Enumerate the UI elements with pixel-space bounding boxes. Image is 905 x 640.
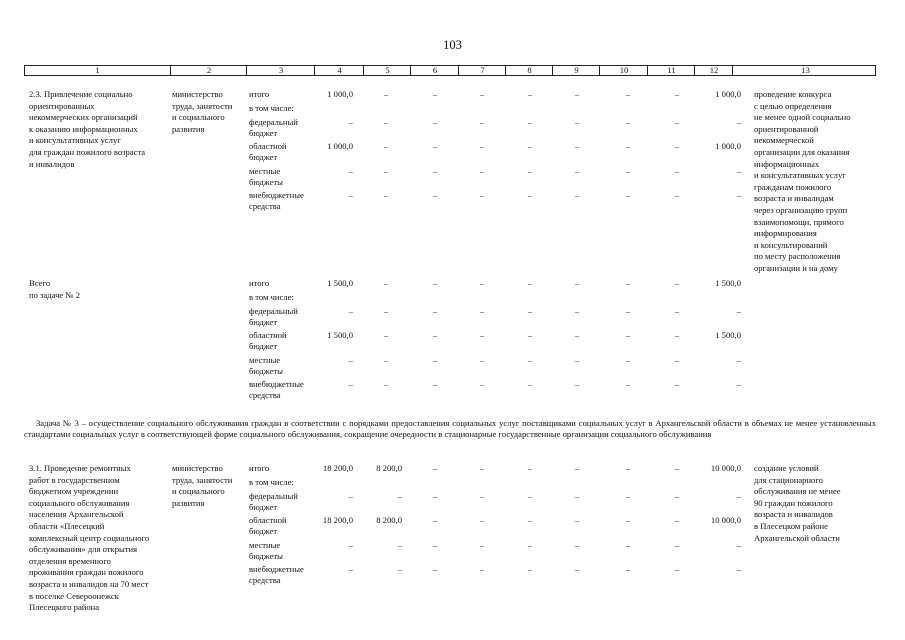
dash-c10: – — [625, 166, 631, 176]
value-col12: – — [736, 355, 741, 365]
value-col4: – — [348, 166, 353, 176]
result-line: возраста и инвалидам — [754, 193, 834, 204]
task-title-line: социального обслуживания — [29, 497, 130, 508]
result-line: обслуживания не менее — [754, 486, 841, 497]
result-line: в Плесецком районе — [754, 521, 828, 531]
value-col5: 8 200,0 — [376, 515, 402, 525]
dash-c11: – — [674, 564, 680, 574]
value-col12: – — [736, 540, 741, 550]
task-title-line: комплексный центр социального — [29, 532, 150, 543]
value-col12: 1 500,0 — [715, 278, 741, 288]
dash-col5: – — [383, 190, 389, 200]
dash-c6: – — [432, 306, 438, 316]
result-line: ориентированной — [754, 123, 819, 134]
dash-c6: – — [432, 540, 438, 550]
dash-c9: – — [574, 379, 580, 389]
value-col12: 1 000,0 — [715, 89, 741, 99]
value-col12: – — [736, 117, 741, 127]
executor-line: и социального — [172, 112, 225, 123]
funding-source: бюджет — [249, 127, 278, 138]
funding-source: бюджет — [249, 316, 278, 327]
dash-c7: – — [479, 463, 485, 473]
dash-col5: – — [383, 117, 389, 127]
result-line: 90 граждан пожилого — [754, 497, 833, 508]
funding-source: бюджеты — [249, 365, 283, 376]
value-col12: 10 000,0 — [710, 515, 741, 525]
task-title-line: проживания граждан пожилого — [29, 567, 144, 578]
funding-source: средства — [249, 389, 281, 400]
dash-c6: – — [432, 463, 438, 473]
dash-c11: – — [674, 491, 680, 501]
value-col5: 8 200,0 — [376, 463, 402, 473]
dash-c10: – — [625, 278, 631, 288]
executor-line: министерство — [172, 89, 223, 99]
funding-source: в том числе: — [249, 477, 294, 487]
header-col-8: 8 — [505, 66, 553, 75]
dash-c10: – — [625, 89, 631, 99]
dash-c8: – — [527, 190, 533, 200]
value-col4: – — [348, 540, 353, 550]
task-title-line: работ в государственном — [29, 474, 120, 485]
task-title-line: отделения временного — [29, 555, 111, 566]
dash-c6: – — [432, 141, 438, 151]
value-col12: – — [736, 564, 741, 574]
result-line: через организацию групп — [754, 205, 848, 215]
dash-c8: – — [527, 379, 533, 389]
dash-c7: – — [479, 564, 485, 574]
dash-c10: – — [625, 491, 631, 501]
header-col-13: 13 — [732, 66, 878, 75]
funding-source: итого — [249, 89, 270, 99]
funding-source: местные — [249, 166, 281, 176]
dash-c7: – — [479, 379, 485, 389]
dash-c11: – — [674, 190, 680, 200]
dash-c10: – — [625, 515, 631, 525]
dash-c6: – — [432, 564, 438, 574]
dash-col5: – — [383, 278, 389, 288]
result-line: информирования — [754, 228, 817, 239]
task-title-line: 3.1. Проведение ремонтных — [29, 463, 131, 473]
dash-c10: – — [625, 190, 631, 200]
dash-c8: – — [527, 141, 533, 151]
dash-c10: – — [625, 306, 631, 316]
value-col4: 1 500,0 — [327, 278, 353, 288]
task-title-line: по задаче № 2 — [29, 289, 81, 300]
dash-c7: – — [479, 166, 485, 176]
value-col12: – — [736, 379, 741, 389]
dash-col5: – — [383, 89, 389, 99]
header-col-4: 4 — [314, 66, 364, 75]
dash-c8: – — [527, 306, 533, 316]
value-col12: – — [736, 306, 741, 316]
dash-c9: – — [574, 515, 580, 525]
executor-line: труда, занятости — [172, 100, 233, 111]
header-col-5: 5 — [363, 66, 411, 75]
value-col5: – — [397, 540, 402, 550]
header-col-1: 1 — [95, 65, 100, 75]
dash-col5: – — [383, 355, 389, 365]
dash-c7: – — [479, 190, 485, 200]
funding-source: бюджет — [249, 340, 278, 351]
value-col5: – — [397, 491, 402, 501]
value-col4: – — [348, 355, 353, 365]
value-col12: – — [736, 190, 741, 200]
funding-source: средства — [249, 574, 281, 585]
dash-c10: – — [625, 463, 631, 473]
executor-line: развития — [172, 497, 205, 508]
funding-source: федеральный — [249, 491, 298, 501]
value-col12: – — [736, 166, 741, 176]
value-col4: – — [348, 306, 353, 316]
dash-c11: – — [674, 515, 680, 525]
value-col12: 1 500,0 — [715, 330, 741, 340]
dash-c7: – — [479, 141, 485, 151]
value-col4: 18 200,0 — [322, 463, 353, 473]
funding-source: бюджет — [249, 525, 278, 536]
dash-c8: – — [527, 463, 533, 473]
value-col12: 10 000,0 — [710, 463, 741, 473]
task-title-line: к оказанию информационных — [29, 123, 138, 134]
header-col-12: 12 — [694, 66, 733, 75]
dash-c8: – — [527, 89, 533, 99]
dash-c8: – — [527, 355, 533, 365]
dash-c11: – — [674, 166, 680, 176]
task-title-line: бюджетном учреждении — [29, 486, 119, 497]
dash-c7: – — [479, 278, 485, 288]
funding-source: итого — [249, 278, 270, 288]
dash-c11: – — [674, 306, 680, 316]
dash-col5: – — [383, 306, 389, 316]
dash-c9: – — [574, 491, 580, 501]
value-col5: – — [397, 564, 402, 574]
dash-c10: – — [625, 141, 631, 151]
result-line: гражданам пожилого — [754, 181, 832, 192]
dash-c7: – — [479, 540, 485, 550]
value-col4: 1 000,0 — [327, 89, 353, 99]
dash-c6: – — [432, 330, 438, 340]
dash-c7: – — [479, 330, 485, 340]
header-col-3: 3 — [246, 66, 315, 75]
executor-line: министерство — [172, 463, 223, 473]
dash-c8: – — [527, 564, 533, 574]
task-3-description: Задача № 3 – осуществление социального обслуживания граждан в соответствии с порядками предоставления социальных услуг поставщиками социальных услуг в Архангельской области в объемах не менее установленных стандартами социальных услуг в соответствующей форме социального обслуживания, сокращение очередности в стационарные государственные организации социального обслуживания — [24, 418, 876, 440]
dash-c6: – — [432, 89, 438, 99]
value-col12: 1 000,0 — [715, 141, 741, 151]
task-title-line: 2.3. Привлечение социально — [29, 89, 133, 99]
dash-c6: – — [432, 355, 438, 365]
funding-source: областной — [249, 330, 287, 340]
dash-c8: – — [527, 278, 533, 288]
funding-source: в том числе: — [249, 103, 294, 113]
task-title-line: и инвалидов — [29, 158, 75, 169]
result-line: и консультирований — [754, 239, 828, 250]
funding-source: бюджет — [249, 501, 278, 512]
task-title-line: для граждан пожилого возраста — [29, 147, 146, 157]
value-col4: – — [348, 117, 353, 127]
executor-line: труда, занятости — [172, 474, 233, 485]
dash-c7: – — [479, 117, 485, 127]
task-title-line: Всего — [29, 278, 51, 288]
result-line: информационных — [754, 158, 820, 169]
header-col-6: 6 — [410, 66, 459, 75]
value-col4: – — [348, 190, 353, 200]
dash-c8: – — [527, 540, 533, 550]
dash-c10: – — [625, 379, 631, 389]
funding-source: внебюджетные — [249, 379, 304, 389]
dash-c7: – — [479, 89, 485, 99]
result-line: с целью определения — [754, 100, 832, 111]
task-title-line: некоммерческих организаций — [29, 112, 138, 123]
dash-c9: – — [574, 89, 580, 99]
value-col4: 18 200,0 — [322, 515, 353, 525]
value-col4: – — [348, 564, 353, 574]
dash-c9: – — [574, 306, 580, 316]
dash-col5: – — [383, 379, 389, 389]
executor-line: развития — [172, 123, 205, 134]
dash-col5: – — [383, 166, 389, 176]
dash-c8: – — [527, 491, 533, 501]
dash-c7: – — [479, 355, 485, 365]
header-col-11: 11 — [647, 66, 695, 75]
dash-c8: – — [527, 515, 533, 525]
value-col4: – — [348, 379, 353, 389]
value-col4: – — [348, 491, 353, 501]
dash-c6: – — [432, 379, 438, 389]
dash-c11: – — [674, 330, 680, 340]
executor-line: и социального — [172, 486, 225, 497]
task-title-line: и консультативных услуг — [29, 135, 121, 146]
result-line: по месту расположения — [754, 251, 841, 262]
dash-col5: – — [383, 330, 389, 340]
dash-c8: – — [527, 117, 533, 127]
dash-c11: – — [674, 89, 680, 99]
result-line: возраста и инвалидов — [754, 509, 833, 520]
dash-c11: – — [674, 117, 680, 127]
dash-c11: – — [674, 278, 680, 288]
dash-c7: – — [479, 515, 485, 525]
result-line: организации для оказания — [754, 147, 850, 157]
funding-source: федеральный — [249, 306, 298, 316]
result-line: и консультативных услуг — [754, 170, 846, 181]
result-line: не менее одной социально — [754, 112, 851, 123]
dash-c7: – — [479, 306, 485, 316]
result-line: проведение конкурса — [754, 89, 832, 99]
dash-c9: – — [574, 141, 580, 151]
result-line: создание условий — [754, 463, 819, 473]
value-col12: – — [736, 491, 741, 501]
header-col-10: 10 — [599, 66, 648, 75]
dash-c6: – — [432, 515, 438, 525]
page-number: 103 — [443, 38, 462, 52]
dash-c11: – — [674, 463, 680, 473]
dash-c9: – — [574, 278, 580, 288]
funding-source: средства — [249, 200, 281, 211]
dash-c10: – — [625, 564, 631, 574]
task-title-line: в поселке Североонежск — [29, 590, 119, 601]
dash-c9: – — [574, 355, 580, 365]
task-title-line: области «Плесецкий — [29, 521, 105, 531]
funding-source: в том числе: — [249, 292, 294, 302]
funding-source: федеральный — [249, 117, 298, 127]
result-line: Архангельской области — [754, 532, 840, 543]
dash-c6: – — [432, 491, 438, 501]
dash-c9: – — [574, 166, 580, 176]
task-title-line: ориентированных — [29, 100, 95, 111]
task-title-line: населения Архангельской — [29, 509, 124, 520]
result-line: взаимопомощи, прямого — [754, 216, 844, 227]
dash-c9: – — [574, 540, 580, 550]
dash-c10: – — [625, 117, 631, 127]
task-title-line: возраста и инвалидов на 70 мест — [29, 579, 149, 589]
result-line: организации и на дому — [754, 263, 838, 273]
funding-source: бюджеты — [249, 550, 283, 561]
dash-c9: – — [574, 117, 580, 127]
result-line: некоммерческой — [754, 135, 814, 146]
value-col4: 1 000,0 — [327, 141, 353, 151]
dash-c6: – — [432, 117, 438, 127]
table-header — [24, 65, 876, 76]
dash-col5: – — [383, 141, 389, 151]
funding-source: бюджеты — [249, 176, 283, 187]
funding-source: внебюджетные — [249, 564, 304, 574]
header-col-7: 7 — [458, 66, 506, 75]
dash-c8: – — [527, 330, 533, 340]
dash-c9: – — [574, 463, 580, 473]
dash-c11: – — [674, 141, 680, 151]
dash-c6: – — [432, 278, 438, 288]
dash-c11: – — [674, 379, 680, 389]
dash-c11: – — [674, 540, 680, 550]
value-col4: 1 500,0 — [327, 330, 353, 340]
dash-c9: – — [574, 190, 580, 200]
funding-source: бюджет — [249, 151, 278, 162]
result-line: для стационарного — [754, 474, 823, 485]
dash-c10: – — [625, 355, 631, 365]
task-title-line: Плесецкого района — [29, 602, 100, 613]
dash-c10: – — [625, 330, 631, 340]
task-title-line: обслуживания» для открытия — [29, 544, 138, 555]
funding-source: итого — [249, 463, 270, 473]
header-col-9: 9 — [552, 66, 600, 75]
header-col-2: 2 — [170, 66, 247, 75]
funding-source: областной — [249, 515, 287, 525]
funding-source: внебюджетные — [249, 190, 304, 200]
dash-c7: – — [479, 491, 485, 501]
dash-c10: – — [625, 540, 631, 550]
dash-c6: – — [432, 166, 438, 176]
dash-c11: – — [674, 355, 680, 365]
dash-c9: – — [574, 330, 580, 340]
funding-source: местные — [249, 540, 281, 550]
dash-c8: – — [527, 166, 533, 176]
dash-c9: – — [574, 564, 580, 574]
funding-source: местные — [249, 355, 281, 365]
funding-source: областной — [249, 141, 287, 151]
dash-c6: – — [432, 190, 438, 200]
